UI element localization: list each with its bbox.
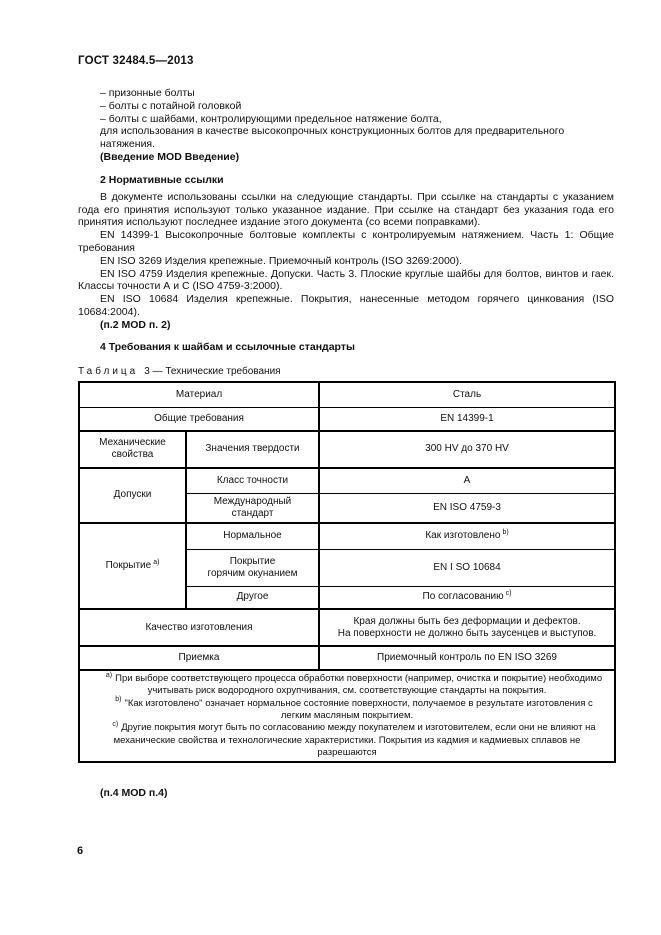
list-item: – болты с потайной головкой	[100, 99, 242, 112]
cell-coating-hotdip-label	[186, 549, 319, 586]
footnote-marker-a: a)	[105, 671, 113, 679]
cell-tolerance-std-value: EN ISO 4759-3	[319, 494, 615, 524]
cell-quality-value	[319, 609, 615, 646]
page-number: 6	[77, 845, 84, 857]
paragraph-normative: В документе использованы ссылки на следующие стандарты. При ссылке на стандарты с указанием года его принятия используют только указанное издание. При ссылке на стандарт без указания года его принятия используют последнее издание этого документа (со всеми поправками).	[78, 190, 614, 229]
mod-note-clause2: (п.2 MOD п. 2)	[100, 318, 171, 331]
cell-coating-normal-label: Нормальное	[186, 523, 319, 549]
cell-acceptance-label: Приемка	[79, 646, 319, 670]
quality-value-line1: Края должны быть без деформации и дефектов.	[353, 615, 581, 627]
cell-tolerance-std-label: Международный стандарт	[186, 494, 319, 524]
list-item: – призонные болты	[100, 87, 195, 99]
footnote-marker-c: c)	[112, 721, 119, 729]
cell-coating-normal-value	[319, 523, 615, 549]
reference-item: EN 14399-1 Высокопрочные болтовые комплекты с контролируемым натяжением. Часть 1: Общие требования	[78, 229, 614, 254]
cell-coating-group	[79, 523, 186, 609]
cell-mechanical-value: 300 HV до 370 HV	[319, 431, 615, 468]
cell-tolerance-class-value: А	[319, 468, 615, 494]
table-footnotes	[79, 670, 615, 762]
coating-other-text: По согласованию	[422, 591, 504, 603]
quality-value-line2: На поверхности не должно быть заусенцев и выступов.	[337, 627, 597, 639]
table-footnotes-row	[79, 670, 615, 762]
footnote-marker-b: b)	[115, 696, 122, 704]
table-row	[79, 523, 615, 549]
list-continuation: для использования в качестве высокопрочных конструкционных болтов для предварительного натяжения.	[100, 125, 565, 151]
coating-normal-text: Как изготовлено	[425, 530, 501, 542]
table-row	[79, 609, 615, 646]
cell-tolerance-class-label: Класс точности	[186, 468, 319, 494]
hotdip-label-line2: горячим окунанием	[207, 567, 298, 579]
cell-general-value: EN 14399-1	[319, 408, 615, 431]
table-footnote	[86, 698, 608, 723]
table-row	[79, 646, 615, 670]
cell-coating-hotdip-value: EN I SO 10684	[319, 549, 615, 586]
cell-material-value: Сталь	[319, 382, 615, 408]
table-row	[79, 382, 615, 408]
footnote-text: "Как изготовлено" означает нормальное состояние поверхности, получаемое в результате изготовления с легким масляным покрытием.	[124, 697, 593, 721]
section-heading-2: 2 Нормативные ссылки	[100, 173, 224, 186]
mod-note-introduction: (Введение MOD Введение)	[100, 150, 240, 163]
table-row	[79, 408, 615, 431]
table-footnote	[86, 722, 608, 759]
footnote-marker-b: b)	[502, 528, 509, 536]
table-footnote	[86, 673, 608, 698]
cell-material-label: Материал	[79, 382, 319, 408]
cell-mechanical-label: Значения твердости	[186, 431, 319, 468]
doc-code: ГОСТ 32484.5—2013	[78, 55, 194, 67]
reference-item: EN ISO 10684 Изделия крепежные. Покрытия, нанесенные методом горячего цинкования (ISO 10684:2004).	[78, 293, 614, 318]
cell-coating-other-value	[319, 586, 615, 609]
reference-item: EN ISO 4759 Изделия крепежные. Допуски. Часть 3. Плоские круглые шайбы для болтов, винтов и гаек. Классы точности А и С (ISO 4759-3:2000).	[78, 267, 614, 293]
section-heading-4: 4 Требования к шайбам и ссылочные стандарты	[100, 340, 355, 353]
hotdip-label-line1: Покрытие	[229, 555, 276, 567]
mod-note-clause4: (п.4 MOD п.4)	[100, 787, 168, 800]
footnote-marker-a: a)	[153, 558, 160, 566]
table-caption-title: 3 — Технические требования	[144, 365, 281, 377]
cell-tolerance-group: Допуски	[79, 468, 186, 524]
requirements-table	[78, 381, 616, 764]
footnote-marker-c: c)	[505, 589, 512, 597]
table-row	[79, 468, 615, 494]
cell-acceptance-value: Приемочный контроль по EN ISO 3269	[319, 646, 615, 670]
table-caption	[78, 366, 614, 377]
table-caption-word: Таблица	[78, 365, 139, 377]
cell-mechanical-group: Механические свойства	[79, 431, 186, 468]
list-item: – болты с шайбами, контролирующими предельное натяжение болта,	[100, 112, 442, 125]
footnote-text: При выборе соответствующего процесса обработки поверхности (например, очистка и покрытие) необходимо учитывать риск водородного охрупчивания, см. соответствующие стандарты на покрытия.	[115, 673, 603, 697]
table-row	[79, 431, 615, 468]
intro-block	[78, 87, 614, 164]
coating-group-text: Покрытие	[105, 560, 152, 572]
cell-coating-other-label: Другое	[186, 586, 319, 609]
cell-general-label: Общие требования	[79, 408, 319, 431]
cell-quality-label: Качество изготовления	[79, 609, 319, 646]
footnote-text: Другие покрытия могут быть по согласованию между покупателем и изготовителем, если они не влияют на механические свойства и технологические характеристики. Покрытия из кадмия и кадмиевых сплавов не разрешаются	[113, 722, 596, 758]
reference-item: EN ISO 3269 Изделия крепежные. Приемочный контроль (ISO 3269:2000).	[100, 254, 463, 267]
